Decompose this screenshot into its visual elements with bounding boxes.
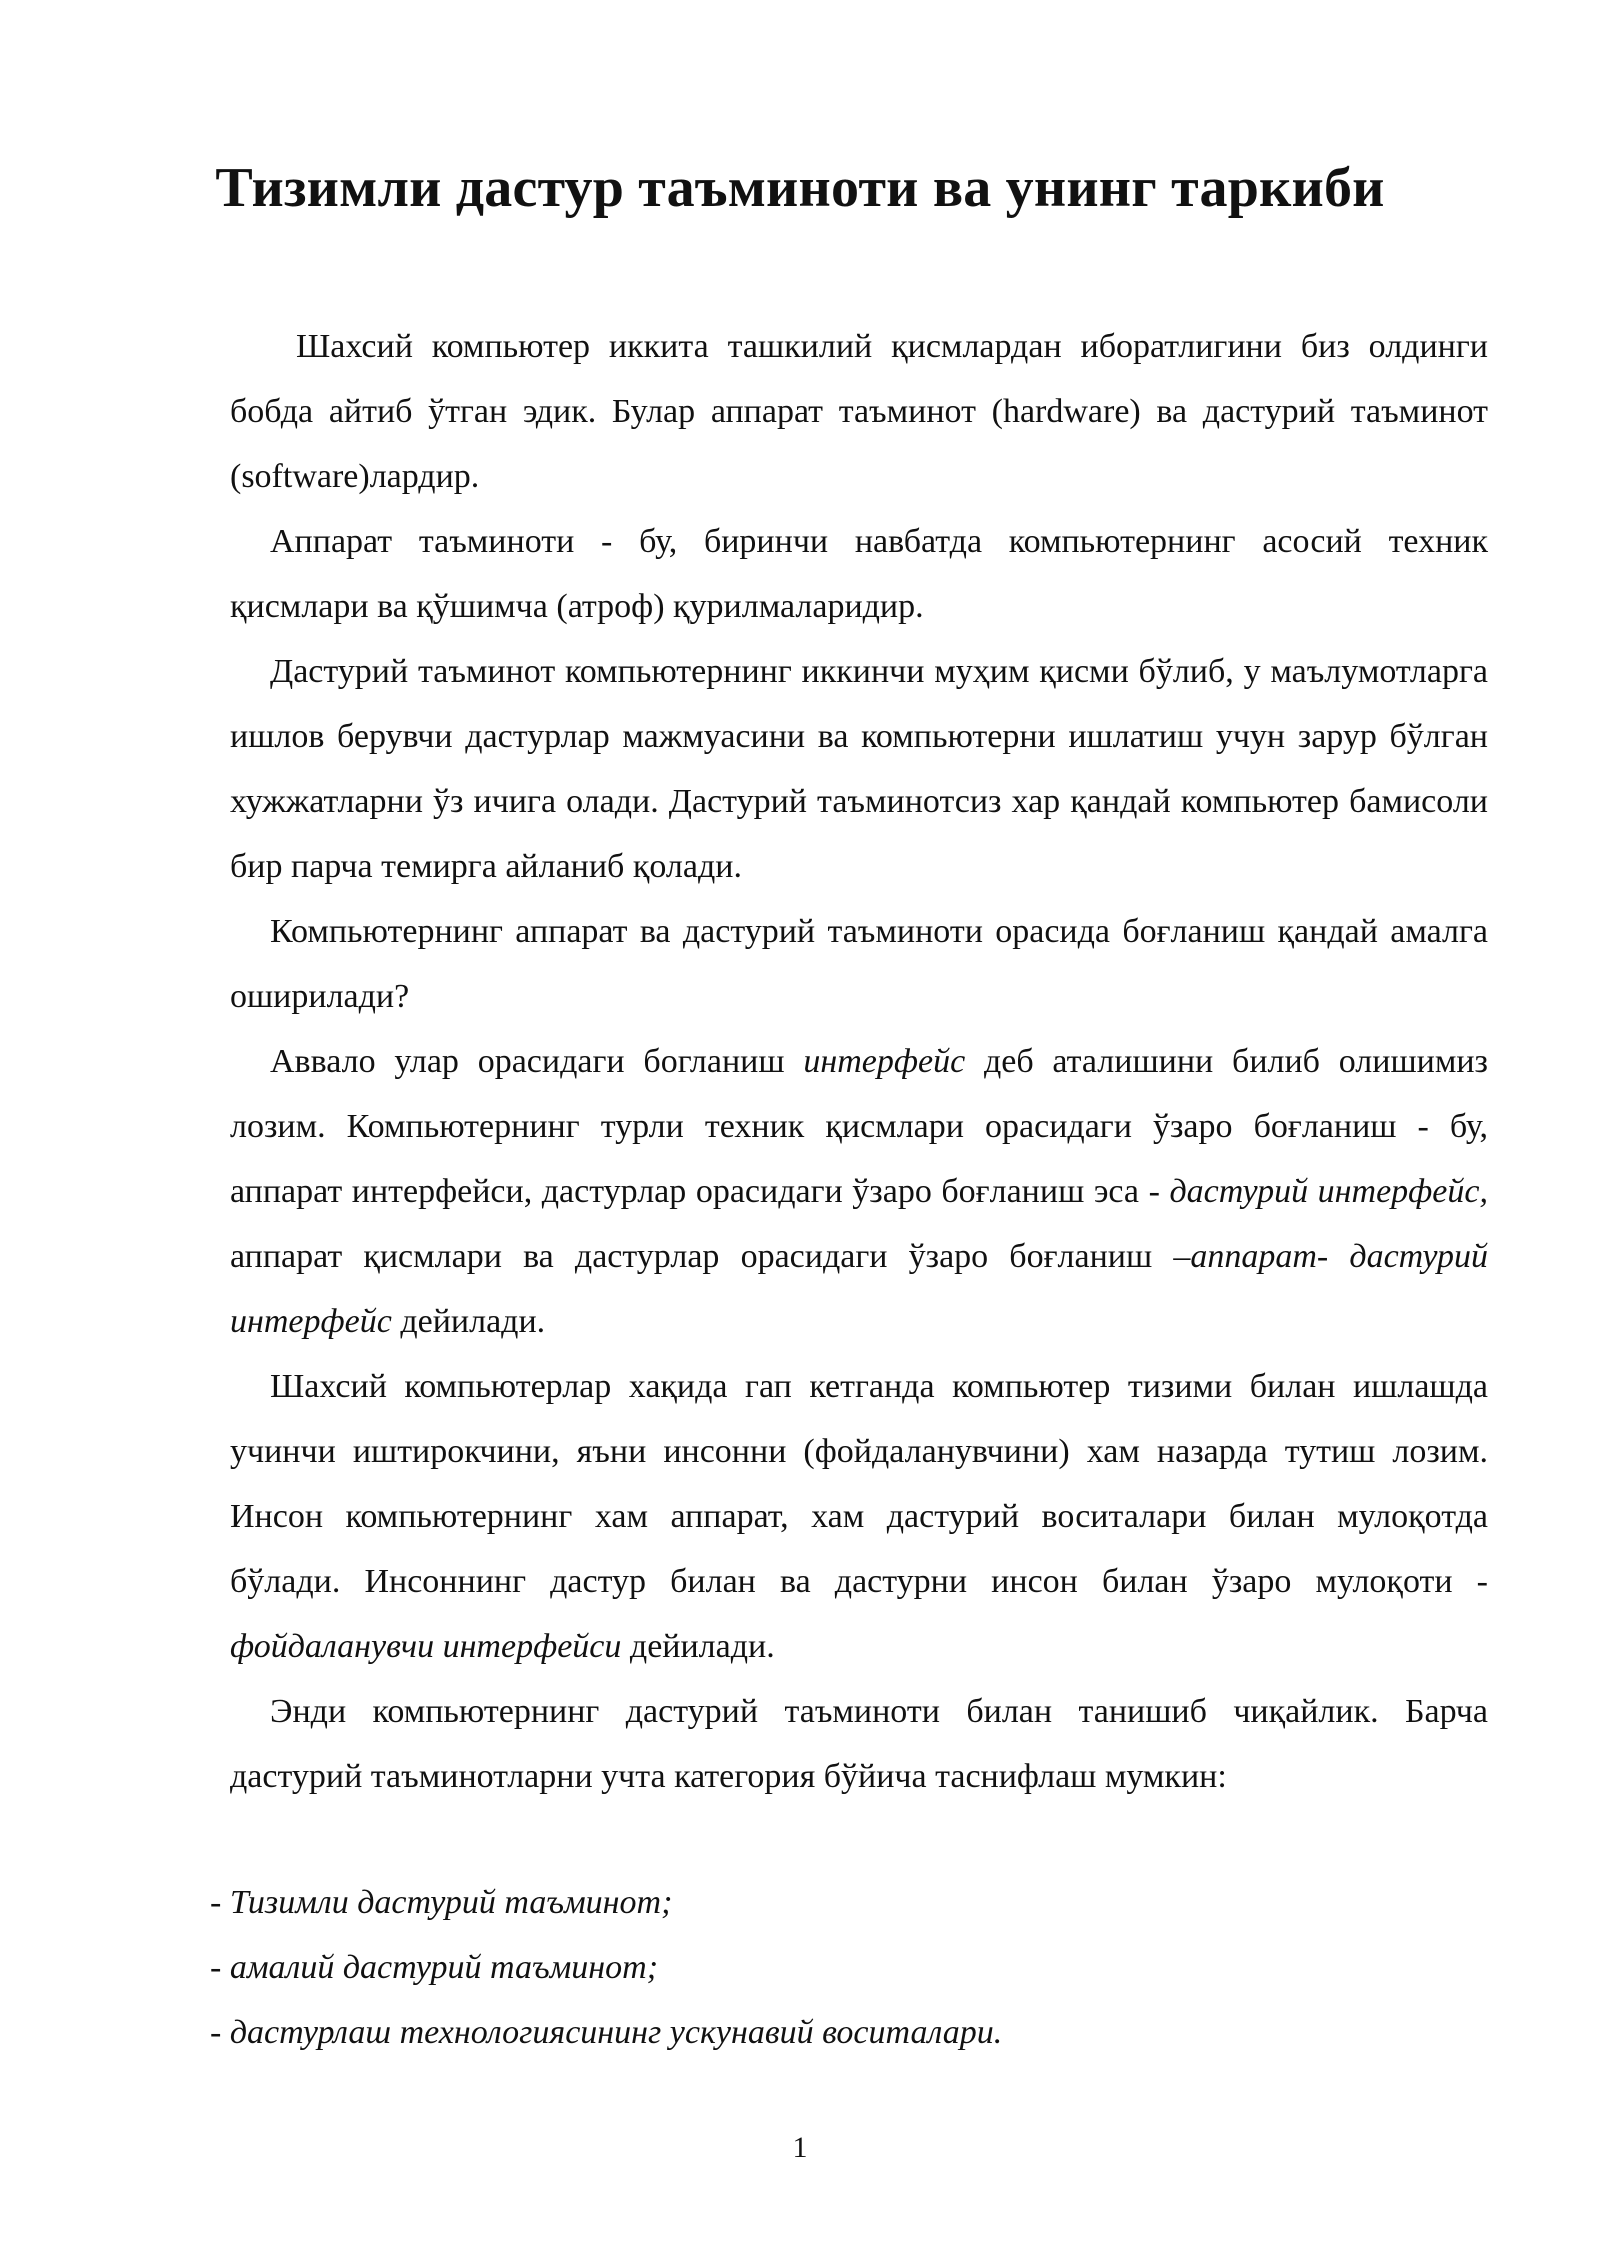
italic-term: дастурий интерфейс, bbox=[1169, 1173, 1488, 1210]
text-run: Шахсий компьютерлар хақида гап кетганда компьютер тизими билан ишлашда учинчи иштирокчини, яъни инсонни (фойдаланувчини) хам назарда тутиш лозим. Инсон компьютернинг хам аппарат, хам дастурий воситалари билан мулоқотда бўлади. Инсоннинг дастур билан ва дастурни инсон билан ўзаро мулоқоти - bbox=[230, 1368, 1488, 1600]
text-run: деб аталишини билиб олишимиз лозим. Компьютернинг турли техник қисмлари орасидаги ўзаро боғланиш - бу, аппарат интерфейси, дастурлар орасидаги ўзаро боғланиш эса - bbox=[230, 1043, 1488, 1210]
paragraph-question: Компьютернинг аппарат ва дастурий таъминоти орасида боғланиш қандай амалга оширилади? bbox=[230, 913, 1488, 1015]
document-body bbox=[230, 314, 1488, 1809]
list-item bbox=[210, 2000, 1490, 2065]
list-dash: - bbox=[210, 1884, 230, 1921]
list-dash: - bbox=[210, 1949, 230, 1986]
page-number: 1 bbox=[792, 2131, 808, 2164]
page-title: Тизимли дастур таъминоти ва унинг таркиби bbox=[215, 157, 1385, 219]
category-list bbox=[210, 1870, 1490, 2065]
list-dash: - bbox=[210, 2014, 230, 2051]
paragraph-hardware: Аппарат таъминоти - бу, биринчи навбатда компьютернинг асосий техник қисмлари ва қўшимча (атроф) қурилмаларидир. bbox=[230, 523, 1488, 625]
paragraph-intro: Шахсий компьютер иккита ташкилий қисмлардан иборатлигини биз олдинги бобда айтиб ўтган эдик. Булар аппарат таъминот (hardware) ва дастурий таъминот (software)лардир. bbox=[230, 328, 1488, 495]
text-run: дейилади. bbox=[391, 1303, 546, 1340]
paragraph-user-interface bbox=[230, 1354, 1488, 1679]
list-item bbox=[210, 1935, 1490, 2000]
italic-term: фойдаланувчи интерфейси bbox=[230, 1628, 622, 1665]
text-run: аппарат қисмлари ва дастурлар орасидаги ўзаро боғланиш – bbox=[230, 1238, 1191, 1275]
paragraph-software: Дастурий таъминот компьютернинг иккинчи муҳим қисми бўлиб, у маълумотларга ишлов берувчи дастурлар мажмуасини ва компьютерни ишлатиш учун зарур бўлган хужжатларни ўз ичига олади. Дастурий таъминотсиз хар қандай компьютер бамисоли бир парча темирга айланиб қолади. bbox=[230, 653, 1488, 885]
list-item-text: амалий дастурий таъминот; bbox=[229, 1949, 659, 1986]
list-item bbox=[210, 1870, 1490, 1935]
text-run: Аввало улар орасидаги богланиш bbox=[270, 1043, 804, 1080]
paragraph-categories: Энди компьютернинг дастурий таъминоти билан танишиб чиқайлик. Барча дастурий таъминотларни учта категория бўйича таснифлаш мумкин: bbox=[230, 1693, 1488, 1795]
list-item-text: дастурлаш технологиясининг ускунавий воситалари. bbox=[229, 2014, 1003, 2051]
list-item-text: Тизимли дастурий таъминот; bbox=[229, 1884, 673, 1921]
text-run: дейилади. bbox=[621, 1628, 775, 1665]
italic-term: аппарат- дастурий интерфейс bbox=[230, 1238, 1489, 1340]
italic-term: интерфейс bbox=[803, 1043, 966, 1080]
paragraph-interface bbox=[230, 1029, 1488, 1354]
